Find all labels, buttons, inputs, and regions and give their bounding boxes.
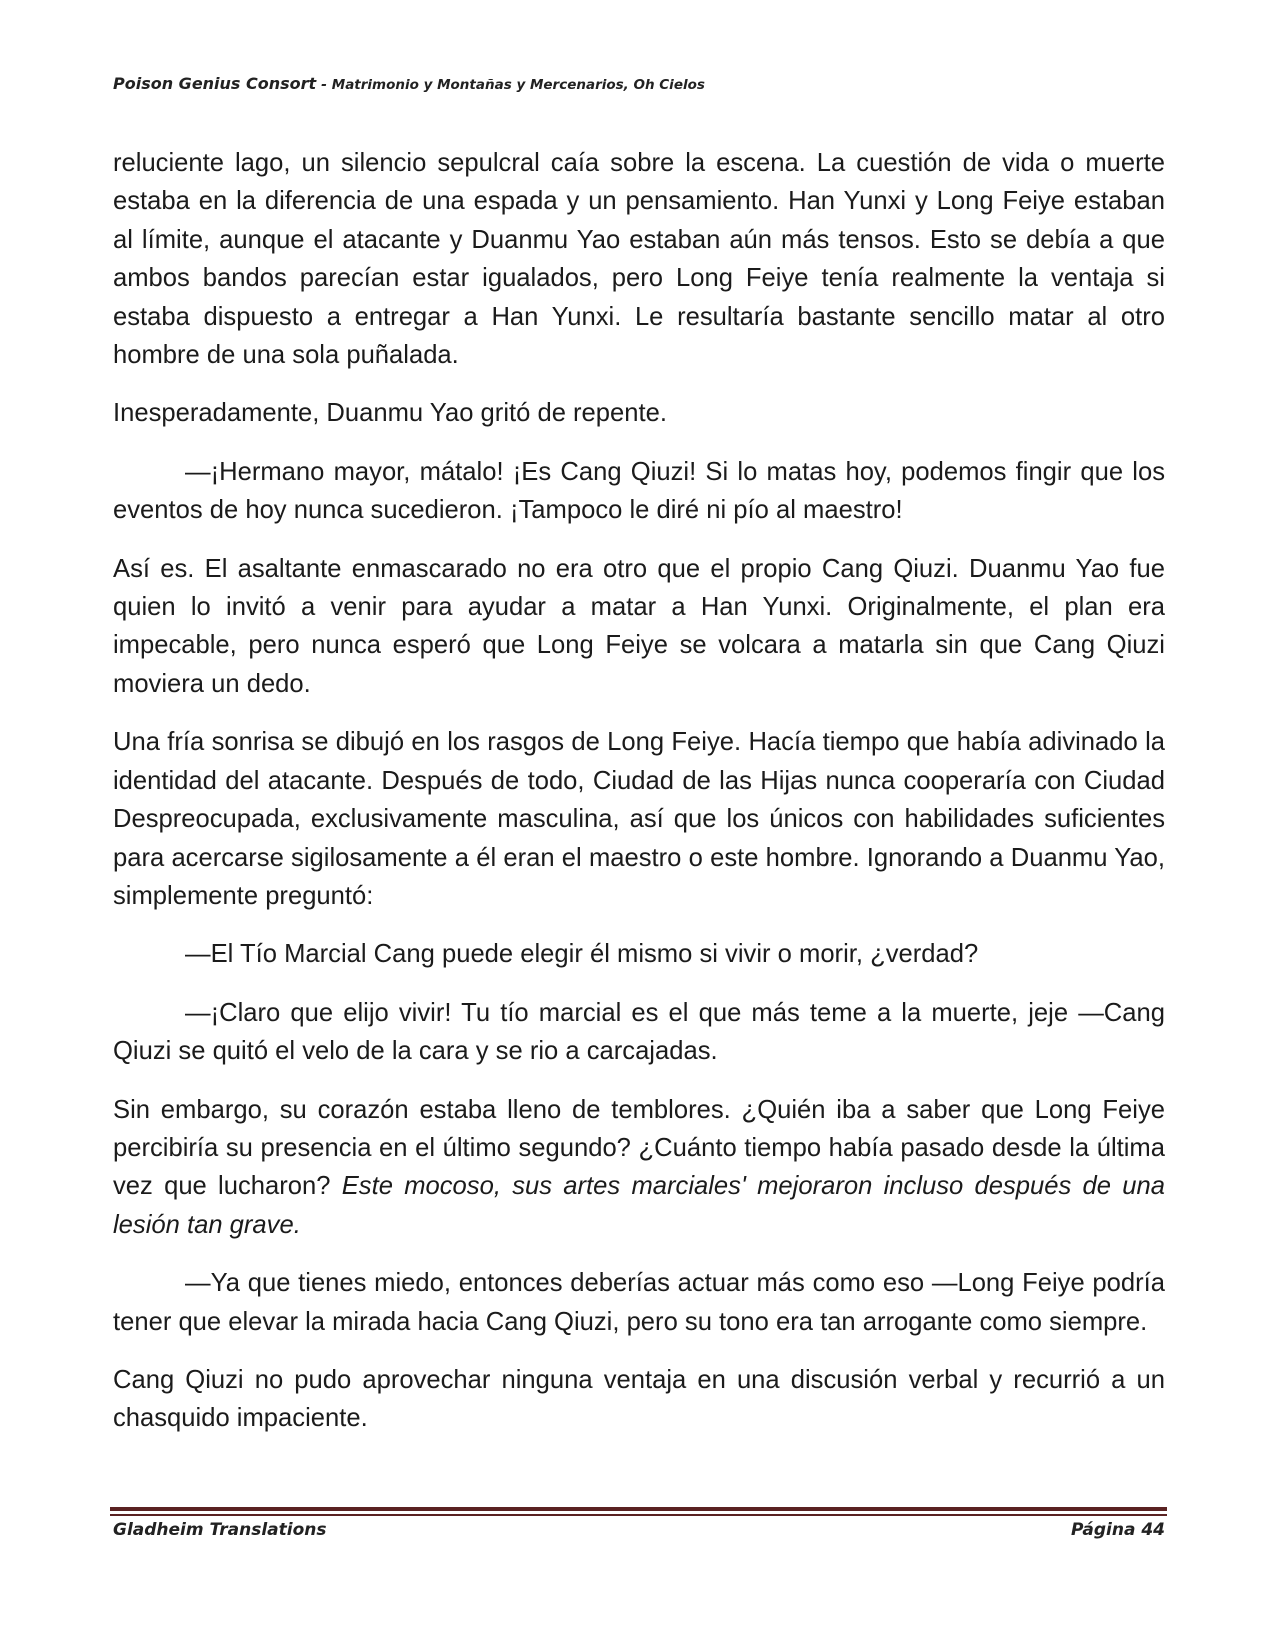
paragraph-5: Una fría sonrisa se dibujó en los rasgos de Long Feiye. Hacía tiempo que había adivinado la identidad del atacante. Después de todo, Ciudad de las Hijas nunca cooperaría con Ciudad Despreocupada, exclusivamente masculina, así que los únicos con habilidades suficientes para acercarse sigilosamente a él eran el maestro o este hombre. Ignorando a Duanmu Yao, simplemente preguntó: (113, 728, 1165, 910)
paragraph-8-text: Sin embargo, su corazón estaba lleno de temblores. ¿Quién iba a saber que Long Feiye percibiría su presencia en el último segundo? ¿Cuánto tiempo había pasado desde la última vez que lucharon? (113, 1095, 1165, 1201)
paragraph-7: —¡Claro que elijo vivir! Tu tío marcial es el que más teme a la muerte, jeje —Cang Qiuzi se quitó el velo de la cara y se rio a carcajadas. (113, 998, 1165, 1066)
footer-rule-thin (110, 1514, 1167, 1516)
paragraph-2: Inesperadamente, Duanmu Yao gritó de repente. (113, 399, 667, 428)
paragraph-1: reluciente lago, un silencio sepulcral caía sobre la escena. La cuestión de vida o muerte estaba en la diferencia de una espada y un pensamiento. Han Yunxi y Long Feiye estaban al límite, aunque el atacante y Duanmu Yao estaban aún más tensos. Esto se debía a que ambos bandos parecían estar igualados, pero Long Feiye tenía realmente la ventaja si estaba dispuesto a entregar a Han Yunxi. Le resultaría bastante sencillo matar al otro hombre de una sola puñalada. (113, 149, 1165, 370)
paragraph-6: —El Tío Marcial Cang puede elegir él mismo si vivir o morir, ¿verdad? (185, 940, 979, 969)
paragraph-4: Así es. El asaltante enmascarado no era otro que el propio Cang Qiuzi. Duanmu Yao fue quien lo invitó a venir para ayudar a matar a Han Yunxi. Originalmente, el plan era impecable, pero nunca esperó que Long Feiye se volcara a matarla sin que Cang Qiuzi moviera un dedo. (113, 554, 1165, 698)
footer-translator-credit: Gladheim Translations (113, 1520, 327, 1540)
page-number: Página 44 (1071, 1520, 1165, 1540)
page-body (113, 144, 1165, 1458)
page-header (113, 74, 705, 93)
header-separator: - (316, 77, 332, 93)
paragraph-8 (113, 1091, 1165, 1245)
chapter-title: Matrimonio y Montañas y Mercenarios, Oh Cielos (331, 77, 705, 93)
paragraph-8-italic-thought: Este mocoso, sus artes marciales' mejoraron incluso después de una lesión tan grave. (113, 1172, 1165, 1239)
paragraph-3: —¡Hermano mayor, mátalo! ¡Es Cang Qiuzi! Si lo matas hoy, podemos fingir que los eventos de hoy nunca sucedieron. ¡Tampoco le diré ni pío al maestro! (113, 457, 1165, 525)
paragraph-10: Cang Qiuzi no pudo aprovechar ninguna ventaja en una discusión verbal y recurrió a un chasquido impaciente. (113, 1365, 1165, 1433)
footer-rule-thick (110, 1507, 1167, 1511)
paragraph-9: —Ya que tienes miedo, entonces deberías actuar más como eso —Long Feiye podría tener que elevar la mirada hacia Cang Qiuzi, pero su tono era tan arrogante como siempre. (113, 1269, 1165, 1336)
book-title: Poison Genius Consort (113, 74, 317, 93)
